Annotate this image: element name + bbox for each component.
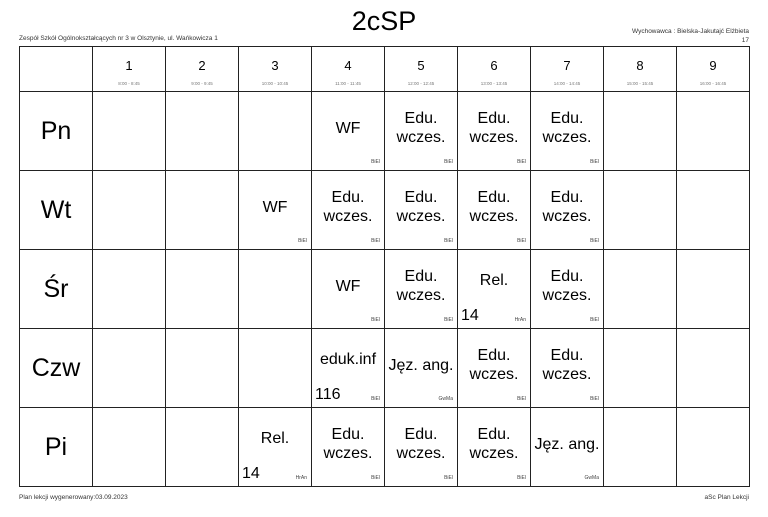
period-number: 6 <box>490 57 498 73</box>
day-label-cell <box>20 250 93 329</box>
lesson-cell <box>312 408 385 487</box>
period-number: 3 <box>271 57 279 73</box>
lesson-room: 14 <box>242 465 260 482</box>
day-label-cell <box>20 171 93 250</box>
period-header <box>312 47 385 92</box>
lesson-cell <box>531 250 604 329</box>
lesson-teacher: BiEl <box>517 396 526 402</box>
empty-cell <box>604 408 677 487</box>
lesson-teacher: BiEl <box>517 159 526 165</box>
lesson-teacher: BiEl <box>371 159 380 165</box>
lesson-subject: Edu. wczes. <box>396 189 446 225</box>
empty-cell <box>166 171 239 250</box>
lesson-teacher: GwMa <box>438 396 453 402</box>
period-header <box>239 47 312 92</box>
period-header <box>166 47 239 92</box>
empty-cell <box>677 171 750 250</box>
period-number: 8 <box>636 57 644 73</box>
day-row <box>20 408 750 487</box>
lesson-subject: WF <box>335 119 361 137</box>
period-number: 5 <box>417 57 425 73</box>
lesson-cell <box>312 329 385 408</box>
lesson-subject: Edu. wczes. <box>542 347 592 383</box>
lesson-subject: Jęz. ang. <box>534 435 600 453</box>
lesson-cell <box>239 171 312 250</box>
corner-cell <box>20 47 93 92</box>
period-header <box>677 47 750 92</box>
lesson-subject: Edu. wczes. <box>469 426 519 462</box>
empty-cell <box>166 92 239 171</box>
period-time: 8:00 - 8:45 <box>118 80 140 86</box>
lesson-subject: Edu. wczes. <box>469 189 519 225</box>
day-row <box>20 250 750 329</box>
day-label-cell <box>20 92 93 171</box>
period-header <box>531 47 604 92</box>
lesson-cell <box>385 408 458 487</box>
lesson-subject: Edu. wczes. <box>396 110 446 146</box>
period-number: 2 <box>198 57 206 73</box>
empty-cell <box>93 329 166 408</box>
lesson-subject: Jęz. ang. <box>388 356 454 374</box>
lesson-teacher: HrAn <box>295 475 307 481</box>
lesson-cell <box>458 250 531 329</box>
empty-cell <box>239 250 312 329</box>
empty-cell <box>93 250 166 329</box>
day-label-cell <box>20 329 93 408</box>
lesson-cell <box>458 92 531 171</box>
lesson-subject: Edu. wczes. <box>323 426 373 462</box>
empty-cell <box>93 408 166 487</box>
page-number: 17 <box>741 37 749 44</box>
period-time: 11:00 - 11:45 <box>335 80 361 86</box>
lesson-subject: eduk.inf <box>319 350 377 368</box>
day-name: Wt <box>40 195 72 224</box>
period-time: 15:00 - 15:45 <box>626 80 654 86</box>
empty-cell <box>677 250 750 329</box>
lesson-cell <box>531 408 604 487</box>
day-name: Pn <box>40 116 72 145</box>
lesson-cell <box>312 250 385 329</box>
lesson-cell <box>385 92 458 171</box>
lesson-subject: WF <box>335 277 361 295</box>
empty-cell <box>604 92 677 171</box>
lesson-cell <box>385 329 458 408</box>
lesson-subject: Rel. <box>260 429 290 447</box>
lesson-subject: Edu. wczes. <box>542 110 592 146</box>
period-time: 9:00 - 9:45 <box>191 80 213 86</box>
lesson-teacher: BiEl <box>590 159 599 165</box>
lesson-cell <box>531 92 604 171</box>
homeroom-teacher: Wychowawca : Bielska-Jakutajć Elżbieta <box>632 28 749 35</box>
class-title: 2cSP <box>351 6 417 36</box>
period-header <box>93 47 166 92</box>
period-time: 13:00 - 13:45 <box>480 80 508 86</box>
lesson-subject: WF <box>262 198 288 216</box>
lesson-teacher: BiEl <box>590 396 599 402</box>
lesson-teacher: BiEl <box>444 475 453 481</box>
lesson-subject: Edu. wczes. <box>396 268 446 304</box>
empty-cell <box>604 329 677 408</box>
lesson-teacher: BiEl <box>371 396 380 402</box>
lesson-subject: Edu. wczes. <box>323 189 373 225</box>
lesson-cell <box>312 171 385 250</box>
period-time: 14:00 - 14:45 <box>553 80 581 86</box>
lesson-subject: Edu. wczes. <box>469 110 519 146</box>
empty-cell <box>677 92 750 171</box>
lesson-cell <box>458 408 531 487</box>
period-time: 10:00 - 10:45 <box>261 80 289 86</box>
lesson-subject: Rel. <box>479 271 509 289</box>
lesson-teacher: BiEl <box>371 238 380 244</box>
period-header-row <box>20 47 750 92</box>
period-time: 16:00 - 16:45 <box>699 80 727 86</box>
period-number: 1 <box>125 57 133 73</box>
day-row <box>20 329 750 408</box>
lesson-room: 116 <box>315 386 341 403</box>
lesson-teacher: BiEl <box>444 317 453 323</box>
empty-cell <box>166 250 239 329</box>
lesson-teacher: BiEl <box>590 238 599 244</box>
school-name: Zespół Szkół Ogólnokształcących nr 3 w Olsztynie, ul. Wańkowicza 1 <box>19 35 218 42</box>
empty-cell <box>239 329 312 408</box>
period-header <box>604 47 677 92</box>
lesson-cell <box>385 171 458 250</box>
app-credit: aSc Plan Lekcji <box>704 494 749 501</box>
lesson-teacher: BiEl <box>444 238 453 244</box>
lesson-teacher: BiEl <box>371 475 380 481</box>
period-number: 9 <box>709 57 717 73</box>
lesson-cell <box>239 408 312 487</box>
lesson-teacher: BiEl <box>517 475 526 481</box>
lesson-cell <box>312 92 385 171</box>
generated-date: Plan lekcji wygenerowany:03.09.2023 <box>19 494 128 501</box>
lesson-teacher: BiEl <box>517 238 526 244</box>
day-label-cell <box>20 408 93 487</box>
lesson-cell <box>531 171 604 250</box>
timetable-grid <box>19 46 750 487</box>
day-name: Pi <box>44 432 68 461</box>
lesson-teacher: BiEl <box>371 317 380 323</box>
empty-cell <box>93 92 166 171</box>
period-header <box>458 47 531 92</box>
period-number: 4 <box>344 57 352 73</box>
lesson-teacher: BiEl <box>590 317 599 323</box>
empty-cell <box>604 171 677 250</box>
period-header <box>385 47 458 92</box>
lesson-teacher: HrAn <box>514 317 526 323</box>
day-row <box>20 171 750 250</box>
lesson-teacher: BiEl <box>298 238 307 244</box>
lesson-teacher: GwMa <box>584 475 599 481</box>
empty-cell <box>166 329 239 408</box>
lesson-subject: Edu. wczes. <box>396 426 446 462</box>
empty-cell <box>677 408 750 487</box>
empty-cell <box>93 171 166 250</box>
day-name: Czw <box>31 353 81 382</box>
lesson-subject: Edu. wczes. <box>469 347 519 383</box>
lesson-subject: Edu. wczes. <box>542 189 592 225</box>
day-row <box>20 92 750 171</box>
lesson-cell <box>458 171 531 250</box>
period-number: 7 <box>563 57 571 73</box>
empty-cell <box>239 92 312 171</box>
empty-cell <box>604 250 677 329</box>
lesson-cell <box>385 250 458 329</box>
lesson-room: 14 <box>461 307 479 324</box>
day-name: Śr <box>43 274 69 303</box>
lesson-teacher: BiEl <box>444 159 453 165</box>
lesson-subject: Edu. wczes. <box>542 268 592 304</box>
period-time: 12:00 - 12:45 <box>407 80 435 86</box>
empty-cell <box>677 329 750 408</box>
empty-cell <box>166 408 239 487</box>
lesson-cell <box>531 329 604 408</box>
lesson-cell <box>458 329 531 408</box>
